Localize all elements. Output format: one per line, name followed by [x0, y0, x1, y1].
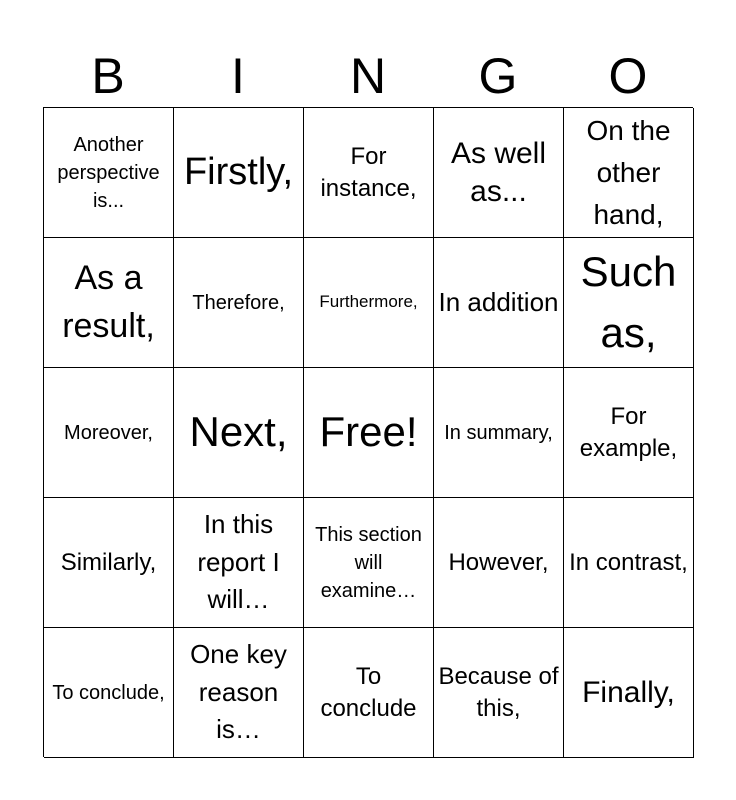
bingo-cell[interactable]: [44, 628, 174, 758]
bingo-cell[interactable]: [304, 628, 434, 758]
bingo-board: [43, 107, 693, 757]
header-letter-b: B: [91, 48, 125, 104]
bingo-cell[interactable]: [564, 368, 694, 498]
bingo-cell[interactable]: [304, 108, 434, 238]
bingo-cell[interactable]: [564, 498, 694, 628]
cell-text: In this report I will…: [197, 508, 280, 615]
bingo-cell[interactable]: [304, 368, 434, 498]
bingo-header: [43, 48, 693, 104]
bingo-cell[interactable]: [434, 498, 564, 628]
bingo-cell[interactable]: [174, 108, 304, 238]
cell-text: Moreover,: [64, 421, 153, 444]
cell-text: Similarly,: [60, 548, 157, 576]
cell-text: To conclude: [320, 663, 417, 722]
cell-text: To conclude,: [52, 681, 165, 704]
cell-text: One key reason is…: [190, 638, 287, 745]
header-letter-g: G: [478, 48, 518, 104]
cell-text: Finally,: [582, 675, 675, 709]
cell-text: On the other hand,: [586, 114, 671, 230]
cell-text: However,: [448, 548, 549, 576]
cell-text: Another perspective is...: [57, 133, 160, 212]
cell-text: Free!: [319, 408, 418, 456]
cell-text: Furthermore,: [319, 292, 418, 312]
cell-text: In contrast,: [569, 548, 688, 576]
cell-text: In summary,: [444, 421, 553, 444]
bingo-cell[interactable]: [434, 368, 564, 498]
cell-text: For instance,: [320, 143, 417, 202]
bingo-cell[interactable]: [564, 238, 694, 368]
cell-text: In addition: [438, 286, 559, 317]
bingo-cell[interactable]: [44, 238, 174, 368]
bingo-cell[interactable]: [564, 108, 694, 238]
bingo-cell[interactable]: [174, 368, 304, 498]
bingo-cell[interactable]: [434, 628, 564, 758]
cell-text: Next,: [189, 408, 288, 456]
bingo-cell[interactable]: [44, 498, 174, 628]
cell-text: Because of this,: [438, 663, 559, 722]
bingo-cell[interactable]: [304, 498, 434, 628]
bingo-cell[interactable]: [174, 498, 304, 628]
header-letter-n: N: [349, 48, 387, 104]
cell-text: As a result,: [62, 258, 155, 345]
cell-text: For example,: [579, 403, 678, 462]
bingo-cell[interactable]: [434, 108, 564, 238]
bingo-cell[interactable]: [434, 238, 564, 368]
bingo-cell[interactable]: [44, 368, 174, 498]
cell-text: This section will examine…: [315, 523, 422, 602]
bingo-cell[interactable]: [44, 108, 174, 238]
header-letter-o: O: [608, 48, 648, 104]
cell-text: As well as...: [450, 137, 547, 208]
bingo-cell[interactable]: [304, 238, 434, 368]
header-letter-i: I: [231, 48, 245, 104]
bingo-cell[interactable]: [174, 238, 304, 368]
cell-text: Firstly,: [183, 150, 294, 193]
bingo-cell[interactable]: [174, 628, 304, 758]
cell-text: Therefore,: [192, 291, 285, 314]
cell-text: Such as,: [580, 247, 677, 356]
bingo-cell[interactable]: [564, 628, 694, 758]
